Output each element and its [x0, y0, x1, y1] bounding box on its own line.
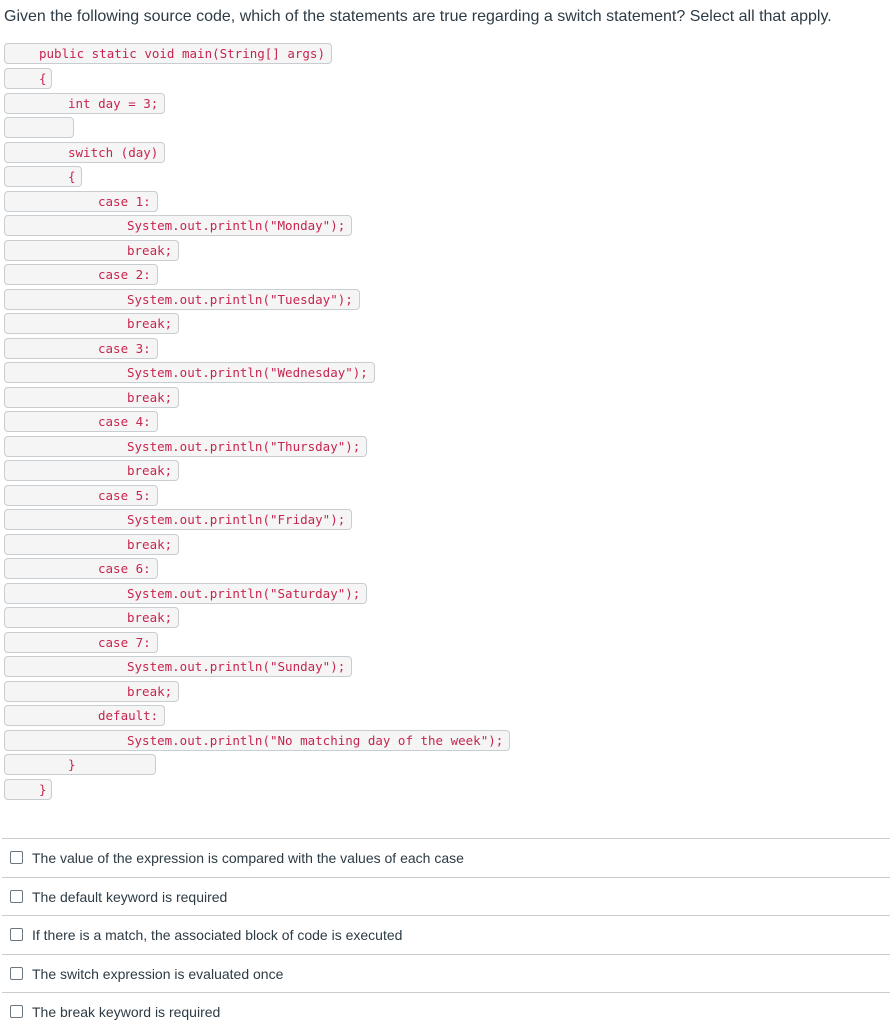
code-line: [4, 215, 352, 236]
checkbox[interactable]: [10, 851, 23, 864]
code-line-text: }: [39, 782, 47, 797]
code-line: [4, 558, 158, 579]
code-line: [4, 93, 165, 114]
answer-label: The break keyword is required: [32, 1003, 221, 1020]
code-line: [4, 656, 352, 677]
code-line: [4, 436, 367, 457]
answer-option[interactable]: [2, 877, 890, 915]
code-line: [4, 338, 158, 359]
code-line: [4, 730, 510, 751]
code-line-text: break;: [127, 316, 173, 331]
checkbox[interactable]: [10, 890, 23, 903]
code-line: [4, 240, 179, 261]
code-line-text: System.out.println("Tuesday");: [127, 292, 353, 307]
code-line-text: System.out.println("Thursday");: [127, 439, 361, 454]
code-line: [4, 607, 179, 628]
code-line-text: case 3:: [98, 341, 151, 356]
code-line-text: System.out.println("Friday");: [127, 512, 346, 527]
answer-option[interactable]: [2, 838, 890, 876]
answer-option[interactable]: [2, 954, 890, 992]
code-line: [4, 387, 179, 408]
code-line-text: System.out.println("Saturday");: [127, 586, 361, 601]
answer-label: The value of the expression is compared with the values of each case: [32, 849, 464, 866]
code-line: [4, 485, 158, 506]
answer-label: If there is a match, the associated block of code is executed: [32, 926, 403, 943]
answer-option[interactable]: [2, 915, 890, 953]
code-line-text: {: [39, 71, 47, 86]
code-line-text: break;: [127, 537, 173, 552]
code-line: [4, 166, 82, 187]
code-line-text: case 5:: [98, 488, 151, 503]
code-line: [4, 68, 52, 89]
code-line-text: System.out.println("No matching day of the week");: [127, 733, 504, 748]
code-line-text: default:: [98, 708, 159, 723]
code-line-text: break;: [127, 243, 173, 258]
code-line: [4, 754, 156, 775]
code-line: [4, 191, 158, 212]
question-text: Given the following source code, which of the statements are true regarding a switch statement? Select all that apply.: [4, 8, 832, 25]
code-line-text: case 7:: [98, 635, 151, 650]
answer-label: The switch expression is evaluated once: [32, 965, 284, 982]
code-line: [4, 264, 158, 285]
code-line: [4, 117, 74, 138]
code-line-text: }: [68, 757, 76, 772]
code-line-text: switch (day): [68, 145, 159, 160]
code-line-text: break;: [127, 463, 173, 478]
code-line-text: break;: [127, 684, 173, 699]
answer-option[interactable]: [2, 992, 890, 1030]
code-line: [4, 534, 179, 555]
code-line: [4, 681, 179, 702]
code-line-text: case 4:: [98, 414, 151, 429]
code-line-text: case 6:: [98, 561, 151, 576]
checkbox[interactable]: [10, 928, 23, 941]
code-line: [4, 313, 179, 334]
code-line: [4, 509, 352, 530]
code-line: [4, 779, 52, 800]
code-line: [4, 411, 158, 432]
code-line-text: System.out.println("Monday");: [127, 218, 346, 233]
code-line: [4, 632, 158, 653]
code-line-text: break;: [127, 390, 173, 405]
checkbox[interactable]: [10, 967, 23, 980]
checkbox[interactable]: [10, 1005, 23, 1018]
code-line: [4, 705, 165, 726]
code-line: [4, 289, 360, 310]
code-line-text: case 1:: [98, 194, 151, 209]
code-line: [4, 460, 179, 481]
code-line: [4, 583, 367, 604]
code-line: [4, 43, 332, 64]
code-line: [4, 362, 375, 383]
code-line: [4, 142, 165, 163]
code-line-text: System.out.println("Sunday");: [127, 659, 346, 674]
code-line-text: case 2:: [98, 267, 151, 282]
code-line-text: public static void main(String[] args): [39, 46, 325, 61]
code-line-text: {: [68, 169, 76, 184]
code-line-text: break;: [127, 610, 173, 625]
code-line-text: int day = 3;: [68, 96, 159, 111]
code-line-text: System.out.println("Wednesday");: [127, 365, 368, 380]
answer-label: The default keyword is required: [32, 888, 228, 905]
